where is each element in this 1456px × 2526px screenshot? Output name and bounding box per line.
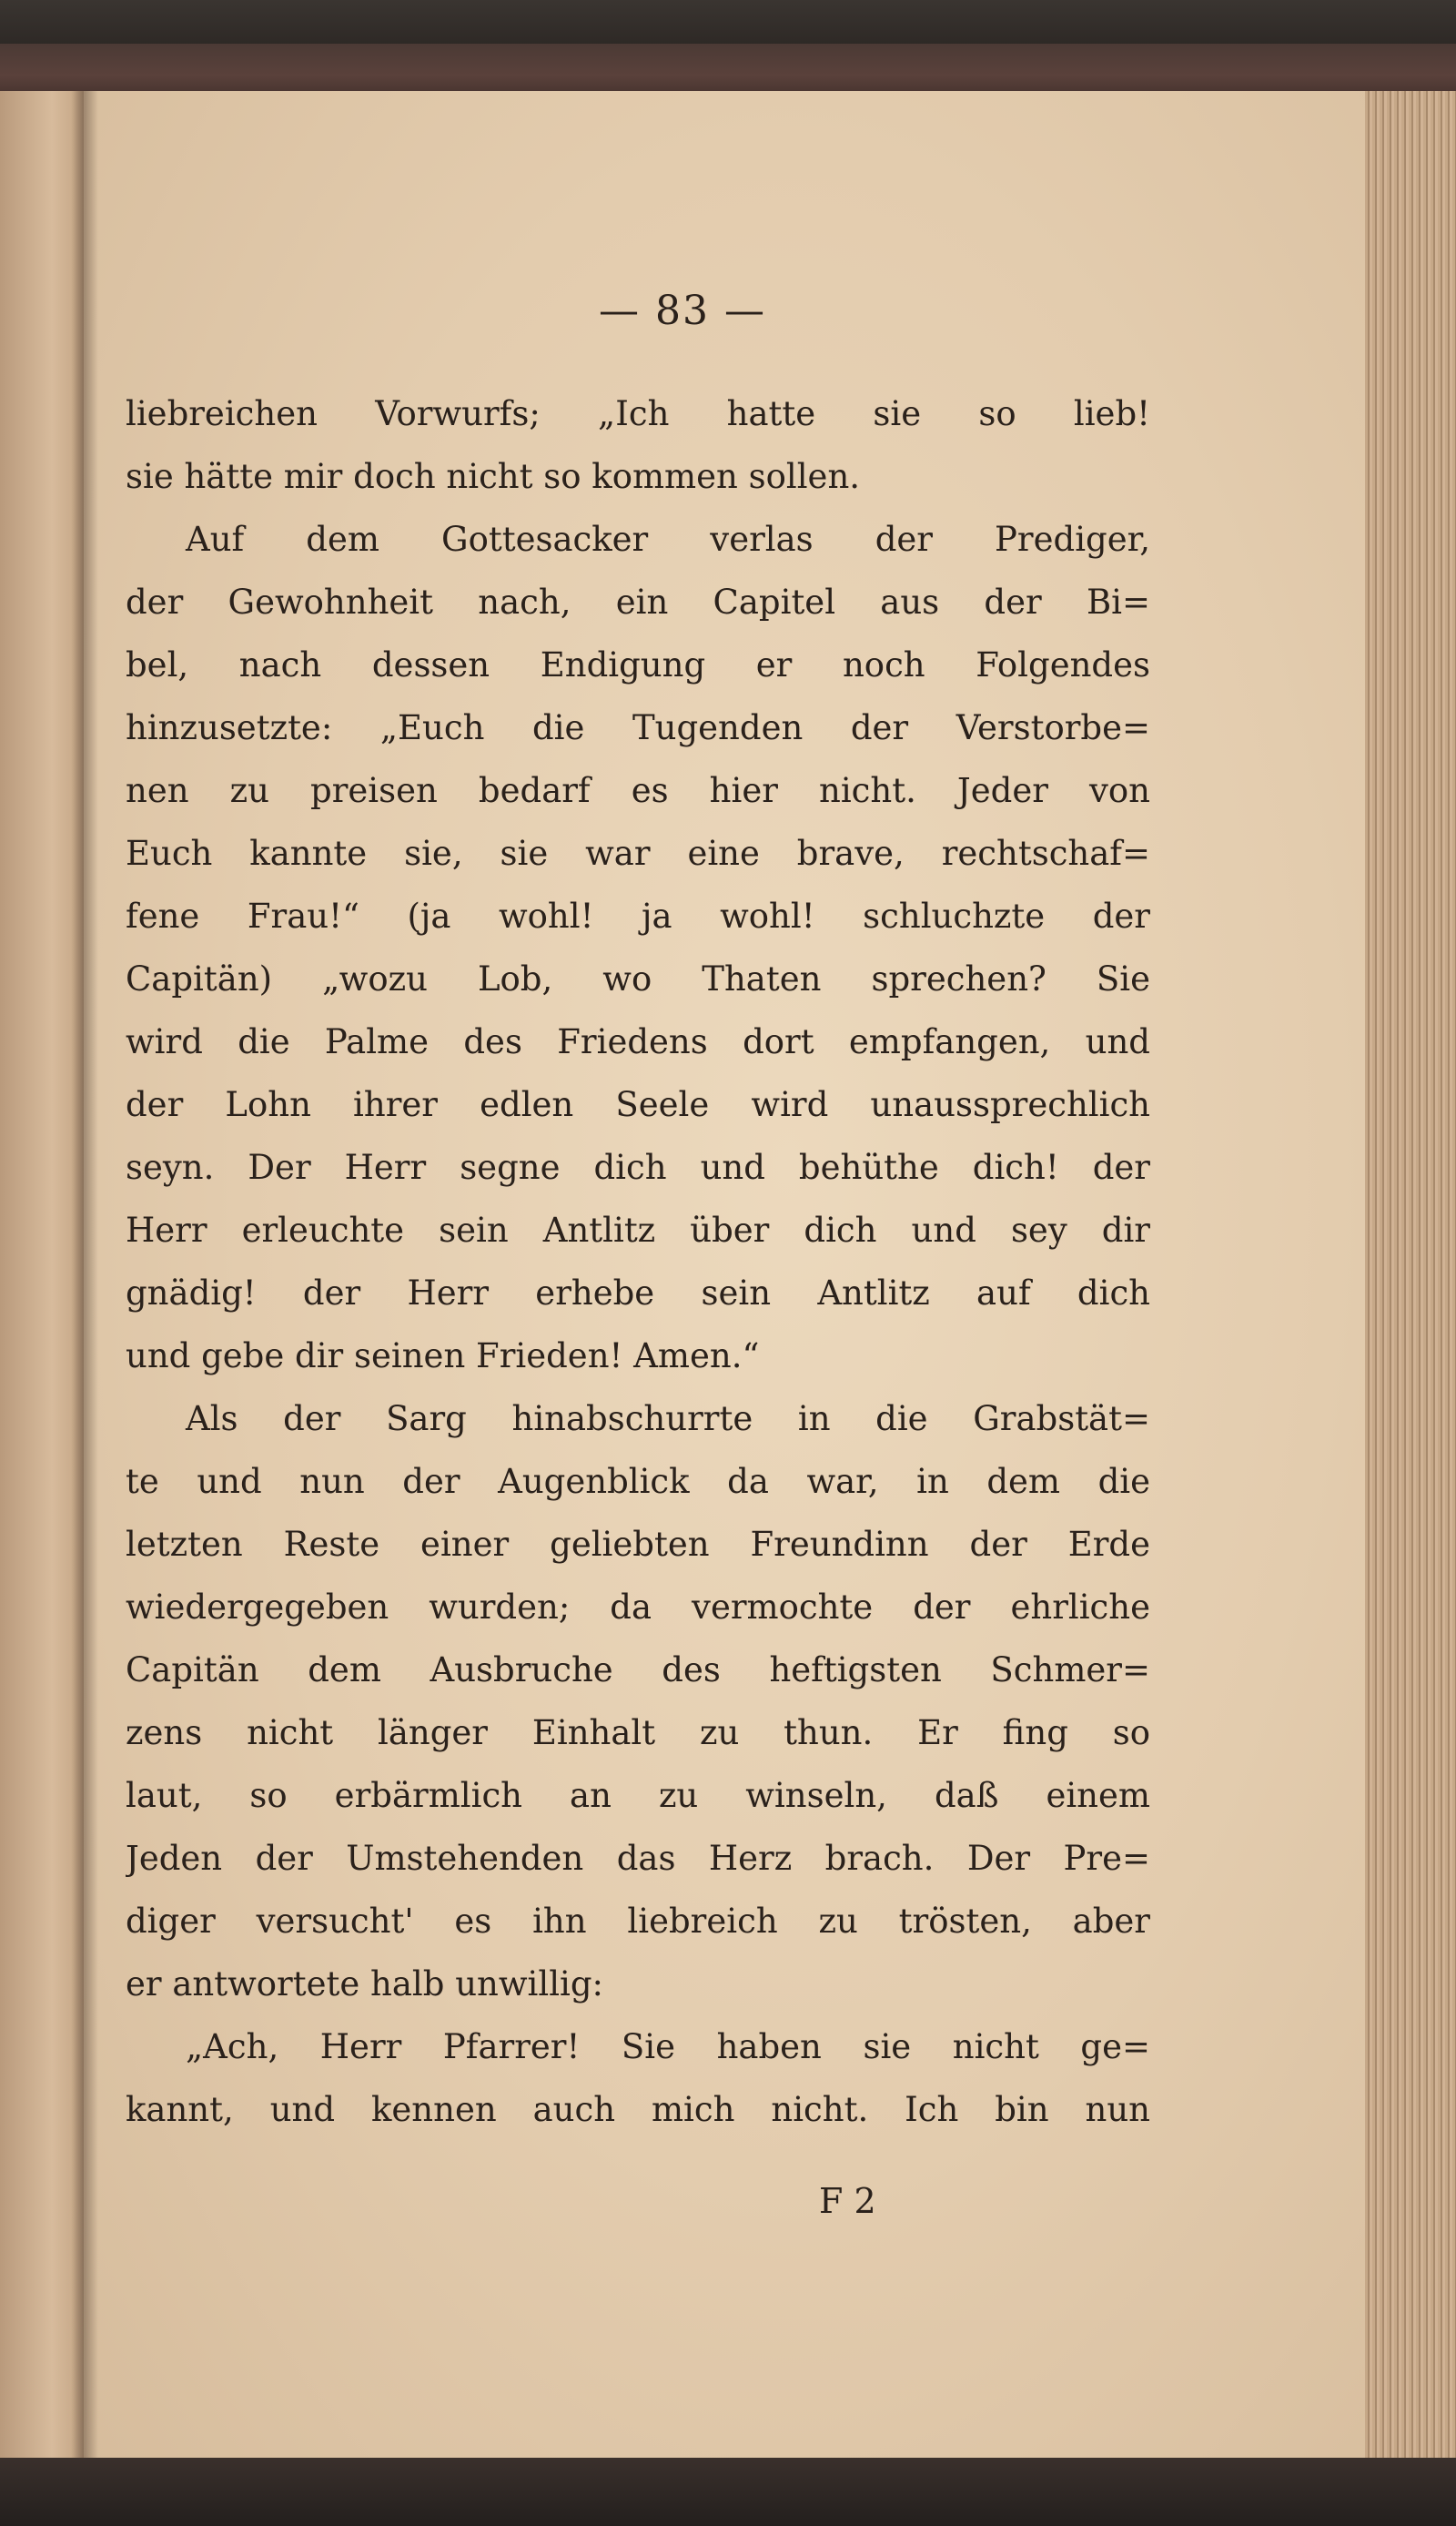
text-line: Jeden der Umstehenden das Herz brach. Der Pre=	[126, 1839, 1150, 1878]
signature-mark: F 2	[819, 2181, 876, 2221]
text-line: Herr erleuchte sein Antlitz über dich und sey dir	[126, 1211, 1150, 1250]
text-line: gnädig! der Herr erhebe sein Antlitz auf dich	[126, 1273, 1150, 1313]
text-line: bel, nach dessen Endigung er noch Folgendes	[126, 645, 1150, 685]
text-line: diger versucht' es ihn liebreich zu trösten, aber	[126, 1902, 1150, 1941]
text-line: laut, so erbärmlich an zu winseln, daß einem	[126, 1776, 1150, 1815]
page-gutter	[71, 91, 98, 2476]
scan-background-bottom	[0, 2458, 1456, 2526]
text-line: wiedergegeben wurden; da vermochte der ehrliche	[126, 1588, 1150, 1627]
text-line: Euch kannte sie, sie war eine brave, rechtschaf=	[126, 834, 1150, 873]
text-line: liebreichen Vorwurfs; „Ich hatte sie so lieb!	[126, 394, 1150, 433]
text-line: und gebe dir seinen Frieden! Amen.“	[126, 1336, 760, 1375]
text-line: nen zu preisen bedarf es hier nicht. Jeder von	[126, 771, 1150, 810]
text-line: kannt, und kennen auch mich nicht. Ich bin nun	[126, 2090, 1150, 2129]
text-line: wird die Palme des Friedens dort empfangen, und	[126, 1022, 1150, 1061]
body-text	[126, 382, 1150, 2141]
text-line: „Ach, Herr Pfarrer! Sie haben sie nicht ge=	[186, 2027, 1150, 2066]
text-line: letzten Reste einer geliebten Freundinn der Erde	[126, 1525, 1150, 1564]
text-line: Capitän) „wozu Lob, wo Thaten sprechen? Sie	[126, 959, 1150, 999]
text-line: fene Frau!“ (ja wohl! ja wohl! schluchzte der	[126, 897, 1150, 936]
text-line: seyn. Der Herr segne dich und behüthe dich! der	[126, 1148, 1150, 1187]
text-line: der Lohn ihrer edlen Seele wird unaussprechlich	[126, 1085, 1150, 1124]
text-line: Capitän dem Ausbruche des heftigsten Schmer=	[126, 1650, 1150, 1689]
text-line: te und nun der Augenblick da war, in dem die	[126, 1462, 1150, 1501]
text-line: er antwortete halb unwillig:	[126, 1964, 604, 2004]
text-line: sie hätte mir doch nicht so kommen sollen.	[126, 457, 861, 496]
text-line: hinzusetzte: „Euch die Tugenden der Verstorbe=	[126, 708, 1150, 747]
page-block-edges	[1365, 91, 1456, 2476]
text-line: Als der Sarg hinabschurrte in die Grabstät=	[186, 1399, 1150, 1438]
text-line: Auf dem Gottesacker verlas der Prediger,	[186, 520, 1150, 559]
text-line: der Gewohnheit nach, ein Capitel aus der Bi=	[126, 583, 1150, 622]
page-number: — 83 —	[599, 288, 766, 334]
text-line: zens nicht länger Einhalt zu thun. Er fing so	[126, 1713, 1150, 1752]
